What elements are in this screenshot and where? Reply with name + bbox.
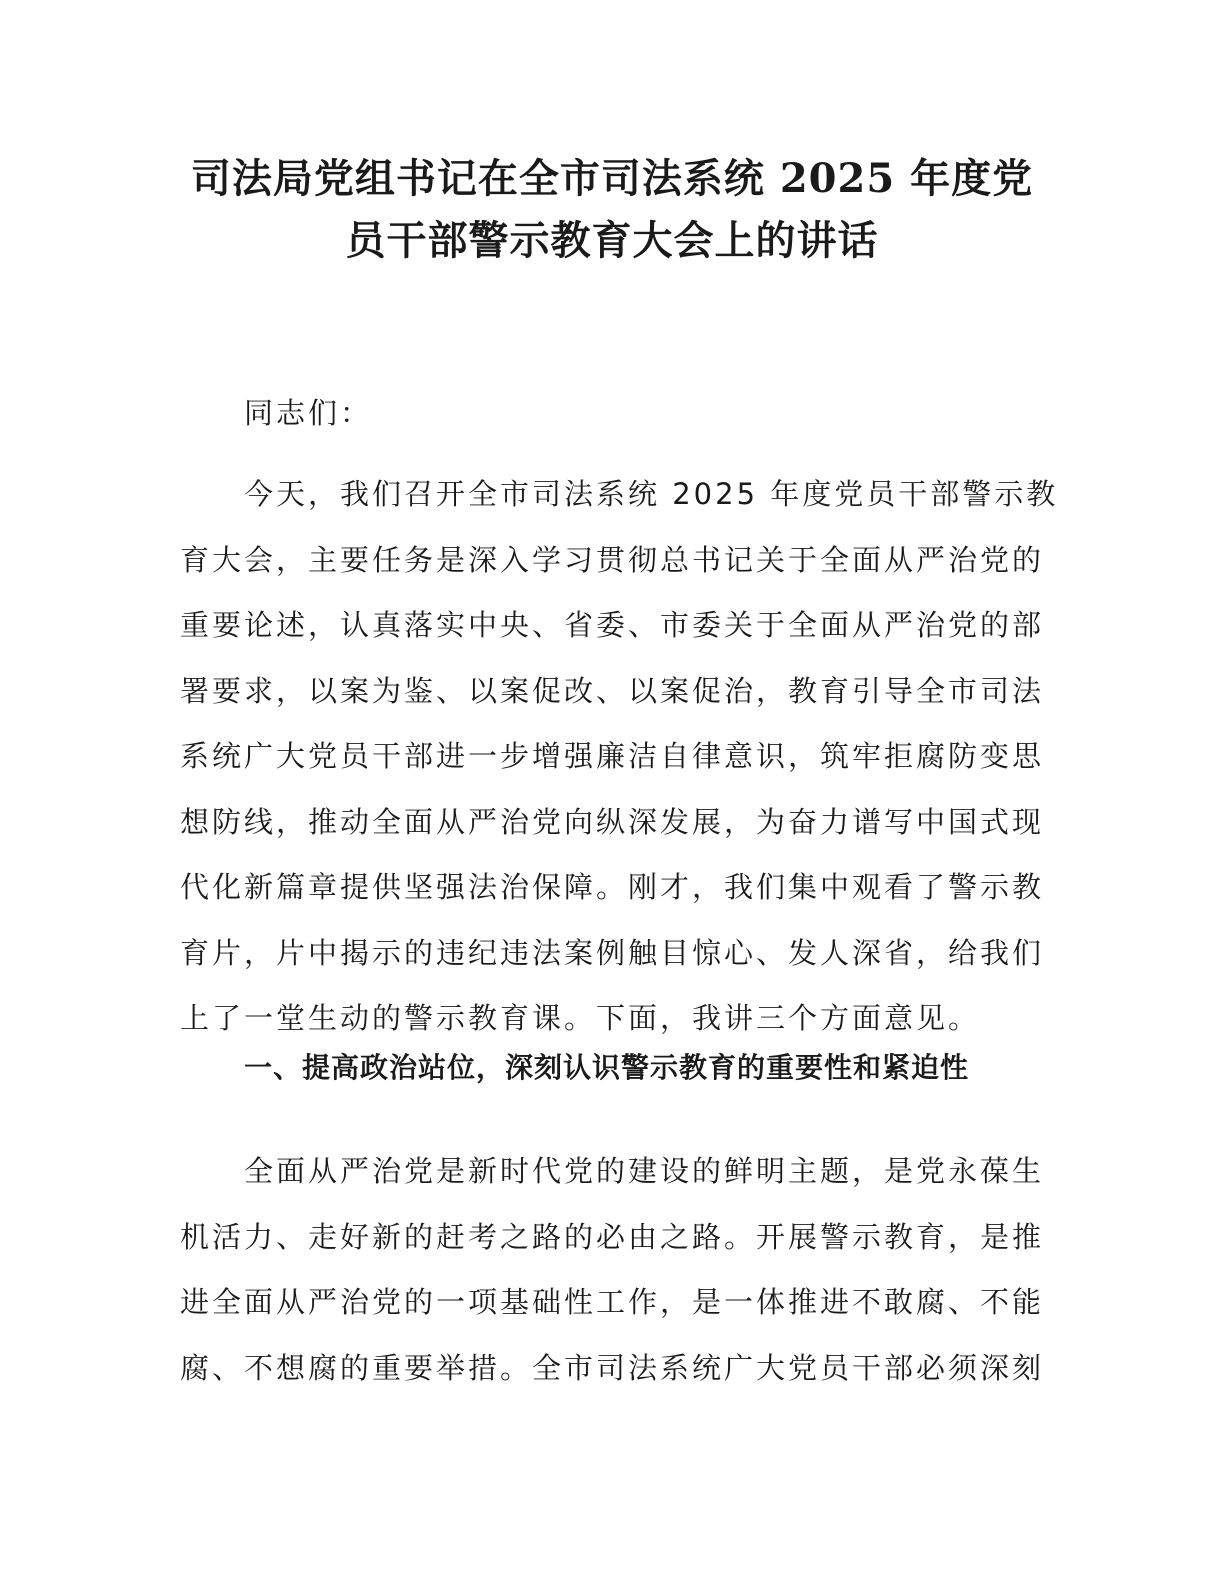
title-line: 司法局党组书记在全市司法系统 2025 年度党: [190, 155, 1034, 202]
paragraph-section-1: [180, 1139, 1045, 1401]
paragraph-line: 今天，我们召开全市司法系统 2025 年度党员干部警示教: [244, 477, 1059, 511]
paragraph-line: 机活力、走好新的赶考之路的必由之路。开展警示教育，是推: [180, 1219, 1045, 1254]
salutation-text: 同志们：: [244, 396, 373, 430]
paragraph-intro: [180, 462, 1059, 1052]
paragraph-line: 署要求，以案为鉴、以案促改、以案促治，教育引导全市司法: [180, 673, 1045, 708]
paragraph-line: 育大会，主要任务是深入学习贯彻总书记关于全面从严治党的: [180, 542, 1045, 577]
paragraph-line: 育片，片中揭示的违纪违法案例触目惊心、发人深省，给我们: [180, 935, 1045, 970]
paragraph-line: 上了一堂生动的警示教育课。下面，我讲三个方面意见。: [180, 1001, 981, 1035]
paragraph-line: 进全面从严治党的一项基础性工作，是一体推进不敢腐、不能: [180, 1285, 1045, 1319]
paragraph-line: 重要论述，认真落实中央、省委、市委关于全面从严治党的部: [180, 608, 1045, 642]
paragraph-line: 代化新篇章提供坚强法治保障。刚才，我们集中观看了警示教: [180, 870, 1045, 904]
paragraph-line: 系统广大党员干部进一步增强廉洁自律意识，筑牢拒腐防变思: [180, 739, 1045, 773]
document-title: [150, 148, 1074, 272]
paragraph-line: 腐、不想腐的重要举措。全市司法系统广大党员干部必须深刻: [180, 1350, 1045, 1385]
paragraph-line: 全面从严治党是新时代党的建设的鲜明主题，是党永葆生: [244, 1154, 1045, 1188]
salutation: [180, 381, 1036, 447]
title-line: 员干部警示教育大会上的讲话: [345, 217, 879, 264]
section-heading-1: 一、提高政治站位，深刻认识警示教育的重要性和紧迫性: [244, 1051, 970, 1084]
paragraph-line: 想防线，推动全面从严治党向纵深发展，为奋力谱写中国式现: [180, 804, 1045, 839]
